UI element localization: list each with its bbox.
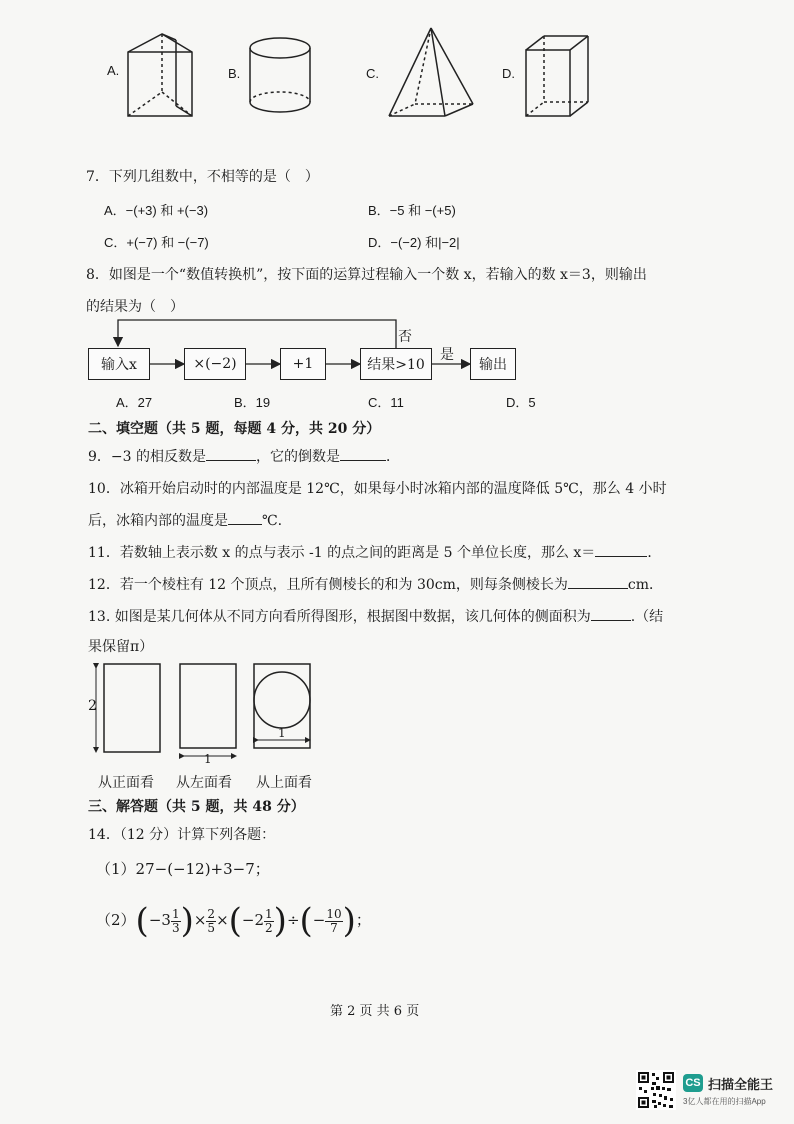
- q9-blank-2[interactable]: [340, 446, 386, 461]
- q7-stem: 7．下列几组数中，不相等的是（ ）: [86, 169, 319, 185]
- q8-option-a: A．27: [116, 395, 153, 410]
- q13-dim-height: 2: [88, 698, 97, 714]
- op-1: ×: [193, 911, 207, 929]
- q8-stem-line2: 的结果为（ ）: [86, 299, 184, 315]
- flow-output-box: 输出: [470, 348, 516, 380]
- q6-option-a-label: A.: [107, 63, 120, 78]
- q9-mid: ，它的倒数是: [256, 449, 340, 465]
- brand-name: 扫描全能王: [708, 1077, 774, 1092]
- term-a-frac: $\frac{1}{3}$: [171, 906, 180, 935]
- q10-blank[interactable]: [228, 510, 262, 525]
- brand-tagline: 3亿人都在用的扫描App: [683, 1097, 766, 1106]
- flow-yes-label: 是: [440, 347, 454, 363]
- q11-blank[interactable]: [595, 542, 647, 557]
- q13-line1: [88, 606, 663, 626]
- flow-condition-box: 结果>10: [360, 348, 432, 380]
- left-view-rect: [180, 664, 236, 748]
- section2-title: 二、填空题（共 5 题，每题 4 分，共 20 分）: [88, 421, 381, 437]
- flow-add-box: +1: [280, 348, 326, 380]
- q14-part2: （2）(−3 $\frac{1}{3}$ )× $\frac{2}{5}$ ×(−2 $\frac{1}{2}$ )÷(− $\frac{10}{7}$ )；: [96, 901, 371, 941]
- caption-front-view: 从正面看: [98, 775, 154, 791]
- q6-option-d-label: D.: [502, 66, 515, 81]
- caption-top-view: 从上面看: [256, 775, 312, 791]
- q14-p1-label: （1）: [96, 860, 136, 878]
- term-d-sign: −: [312, 911, 326, 929]
- q13-dim-width-left: 1: [204, 752, 212, 766]
- q13-blank[interactable]: [591, 606, 631, 621]
- top-view-circle: [254, 672, 310, 728]
- term-end: ；: [355, 911, 371, 929]
- q8-stem-line1: 8．如图是一个“数值转换机”，按下面的运算过程输入一个数 x，若输入的数 x＝3，则输出: [86, 267, 647, 283]
- q10-line2: [88, 510, 282, 530]
- flow-multiply-box: ×(−2): [184, 348, 246, 380]
- q14-stem: 14．（12 分）计算下列各题：: [88, 827, 276, 843]
- flow-input-box: 输入x: [88, 348, 150, 380]
- triangular-prism-figure: [120, 30, 200, 122]
- q13-post: .（结: [630, 609, 664, 625]
- q12-post: cm．: [627, 577, 664, 593]
- q13-pre: 13. 如图是某几何体从不同方向看所得图形，根据图中数据，该几何体的侧面积为: [88, 609, 591, 625]
- q13-dim-width-top: 1: [278, 726, 286, 740]
- q11: [88, 542, 661, 562]
- term-c-whole: −2: [241, 911, 265, 929]
- camscanner-logo-icon: CS: [683, 1074, 703, 1092]
- q6-option-b-label: B.: [228, 66, 241, 81]
- q12-blank[interactable]: [568, 574, 628, 589]
- three-views-figure: [84, 660, 324, 764]
- q14-part1: [96, 858, 270, 879]
- op-2: ×: [216, 911, 229, 929]
- q8-option-b: B．19: [234, 395, 271, 410]
- q12-pre: 12．若一个棱柱有 12 个顶点，且所有侧棱长的和为 30cm，则每条侧棱长为: [88, 577, 568, 593]
- caption-left-view: 从左面看: [176, 775, 232, 791]
- q14-p1-expr: 27−(−12)+3−7；: [135, 860, 270, 878]
- qr-code-icon: [636, 1070, 676, 1110]
- q9: [88, 446, 400, 466]
- q11-pre: 11．若数轴上表示数 x 的点与表示 -1 的点之间的距离是 5 个单位长度，那么 x＝: [88, 545, 596, 561]
- q13-line2: 果保留π）: [88, 639, 154, 655]
- term-b-frac: $\frac{2}{5}$: [207, 906, 216, 935]
- q11-post: ．: [647, 545, 662, 561]
- q10-line1: 10．冰箱开始启动时的内部温度是 12℃，如果每小时冰箱内部的温度降低 5℃，那么 4 小时: [88, 481, 667, 497]
- q9-pre: 9．−3 的相反数是: [88, 449, 206, 465]
- page-footer: 第 2 页 共 6 页: [330, 1004, 420, 1019]
- q6-option-c-label: C.: [366, 66, 379, 81]
- q10-post: ℃.: [262, 513, 283, 529]
- term-d-frac: $\frac{10}{7}$: [326, 906, 342, 935]
- q9-blank-1[interactable]: [206, 446, 256, 461]
- q14-p2-label: （2）: [96, 911, 136, 929]
- q8-option-c: C．11: [368, 395, 404, 410]
- q7-option-d: D．−(−2) 和|−2|: [368, 235, 460, 250]
- term-a-whole: −3: [148, 911, 171, 929]
- q7-option-c: C．+(−7) 和 −(−7): [104, 235, 209, 250]
- q8-option-d: D．5: [506, 395, 536, 410]
- q7-option-a: A．−(+3) 和 +(−3): [104, 203, 209, 218]
- pyramid-figure: [385, 24, 477, 122]
- section3-title: 三、解答题（共 5 题，共 48 分）: [88, 799, 305, 815]
- q7-option-b: B．−5 和 −(+5): [368, 203, 456, 218]
- q10-pre: 后，冰箱内部的温度是: [88, 513, 228, 529]
- front-view-rect: [104, 664, 160, 752]
- cylinder-figure: [240, 34, 320, 120]
- term-c-frac: $\frac{1}{2}$: [265, 906, 273, 935]
- cuboid-figure: [522, 32, 592, 122]
- q9-post: ．: [386, 449, 400, 465]
- op-3: ÷: [286, 911, 300, 929]
- flow-no-label: 否: [398, 329, 412, 345]
- q12: [88, 574, 663, 594]
